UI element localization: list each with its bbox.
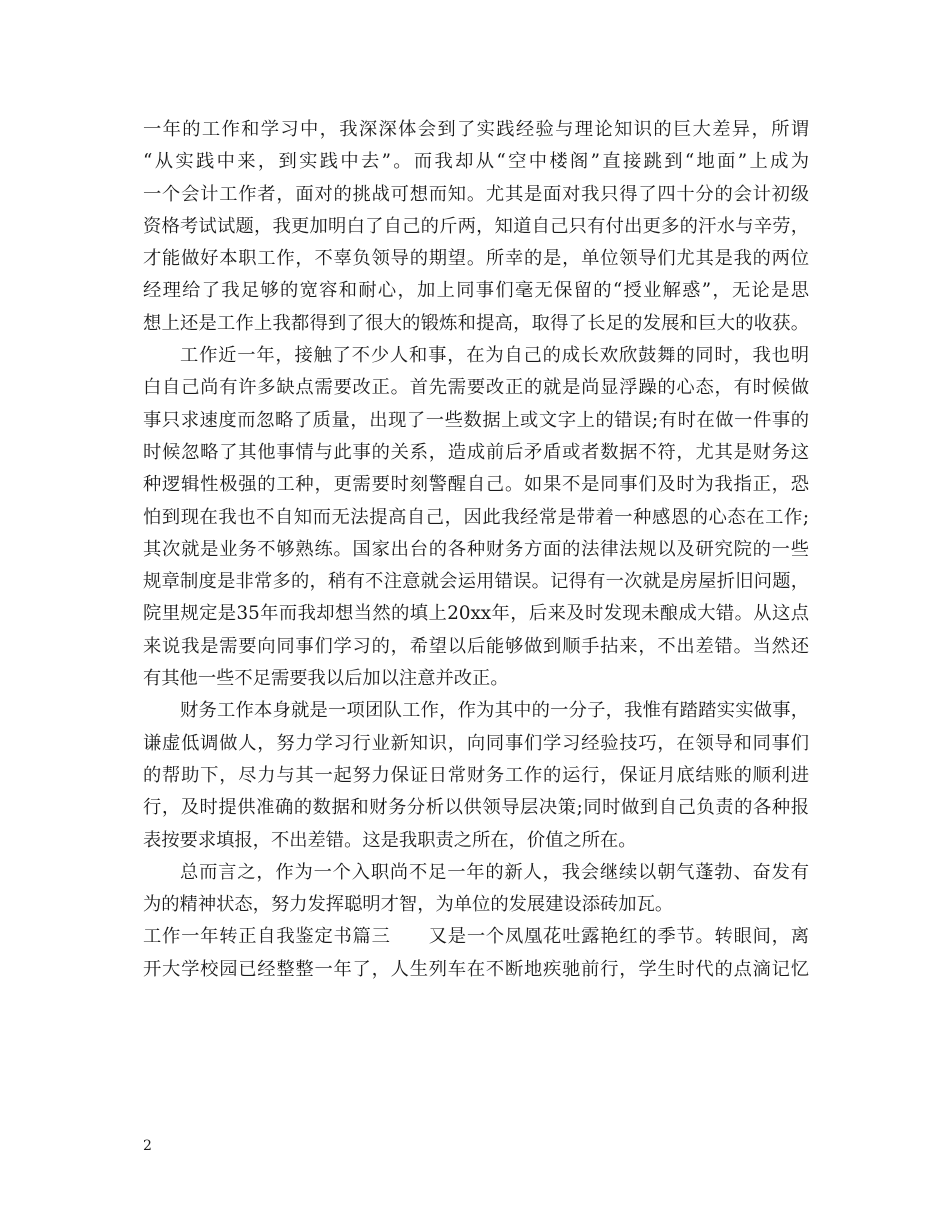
text-line: 工作一年转正自我鉴定书篇三 又是一个凤凰花吐露艳红的季节。转眼间，离 bbox=[143, 926, 809, 948]
text-line: 表按要求填报，不出差错。这是我职责之所在，价值之所在。 bbox=[143, 829, 637, 851]
text-line: 才能做好本职工作，不辜负领导的期望。所幸的是，单位领导们尤其是我的两位 bbox=[143, 248, 809, 270]
text-line: 院里规定是35年而我却想当然的填上20xx年，后来及时发现未酿成大错。从这点 bbox=[143, 603, 809, 625]
text-line: 来说我是需要向同事们学习的，希望以后能够做到顺手拈来，不出差错。当然还 bbox=[143, 635, 809, 657]
text-line: 资格考试试题，我更加明白了自己的斤两，知道自己只有付出更多的汗水与辛劳， bbox=[143, 215, 809, 237]
text-line: 怕到现在我也不自知而无法提高自己，因此我经常是带着一种感恩的心态在工作; bbox=[143, 506, 809, 528]
text-line: 开大学校园已经整整一年了，人生列车在不断地疾驰前行，学生时代的点滴记忆 bbox=[143, 958, 809, 980]
text-line: 为的精神状态，努力发挥聪明才智，为单位的发展建设添砖加瓦。 bbox=[143, 894, 674, 916]
text-line: 行，及时提供准确的数据和财务分析以供领导层决策;同时做到自己负责的各种报 bbox=[143, 797, 809, 819]
text-line: 白自己尚有许多缺点需要改正。首先需要改正的就是尚显浮躁的心态，有时候做 bbox=[143, 377, 809, 399]
text-line: 总而言之，作为一个入职尚不足一年的新人，我会继续以朝气蓬勃、奋发有 bbox=[180, 861, 809, 883]
text-line: 想上还是工作上我都得到了很大的锻炼和提高，取得了长足的发展和巨大的收获。 bbox=[143, 312, 809, 334]
text-line: 经理给了我足够的宽容和耐心，加上同事们毫无保留的“授业解惑”，无论是思 bbox=[143, 280, 809, 302]
text-line: 财务工作本身就是一项团队工作，作为其中的一分子，我惟有踏踏实实做事， bbox=[180, 700, 809, 722]
text-line: 谦虚低调做人，努力学习行业新知识，向同事们学习经验技巧，在领导和同事们 bbox=[143, 732, 809, 754]
text-line: 有其他一些不足需要我以后加以注意并改正。 bbox=[143, 668, 509, 690]
text-line: 种逻辑性极强的工种，更需要时刻警醒自己。如果不是同事们及时为我指正，恐 bbox=[143, 474, 809, 496]
text-line: 其次就是业务不够熟练。国家出台的各种财务方面的法律法规以及研究院的一些 bbox=[143, 538, 809, 560]
text-line: 一个会计工作者，面对的挑战可想而知。尤其是面对我只得了四十分的会计初级 bbox=[143, 183, 809, 205]
document-body bbox=[143, 114, 809, 986]
text-line: 事只求速度而忽略了质量，出现了一些数据上或文字上的错误;有时在做一件事的 bbox=[143, 409, 809, 431]
text-line: 规章制度是非常多的，稍有不注意就会运用错误。记得有一次就是房屋折旧问题， bbox=[143, 571, 809, 593]
page-number: 2 bbox=[143, 1138, 152, 1154]
text-line: 的帮助下，尽力与其一起努力保证日常财务工作的运行，保证月底结账的顺利进 bbox=[143, 764, 809, 786]
text-line: 工作近一年，接触了不少人和事，在为自己的成长欢欣鼓舞的同时，我也明 bbox=[180, 345, 809, 367]
text-line: “从实践中来，到实践中去”。而我却从“空中楼阁”直接跳到“地面”上成为 bbox=[143, 151, 809, 173]
text-line: 一年的工作和学习中，我深深体会到了实践经验与理论知识的巨大差异，所谓 bbox=[143, 119, 809, 140]
text-line: 时候忽略了其他事情与此事的关系，造成前后矛盾或者数据不符，尤其是财务这 bbox=[143, 441, 809, 463]
